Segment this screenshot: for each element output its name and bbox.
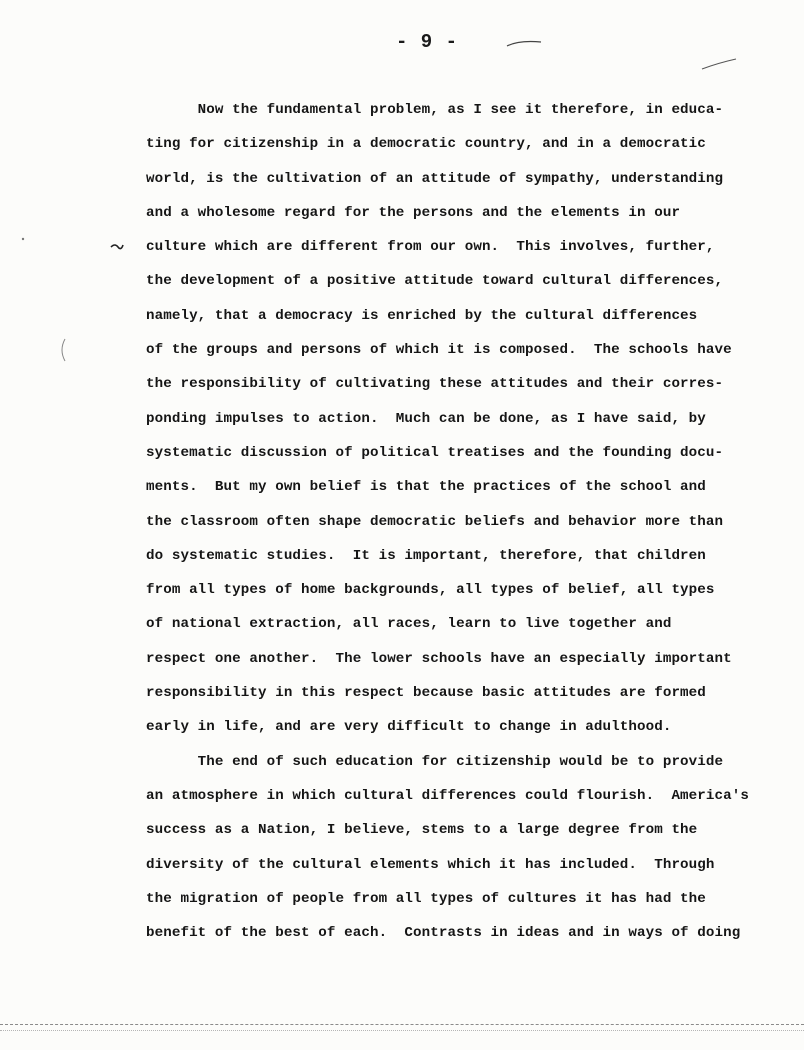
margin-tick-mark: [110, 240, 124, 252]
scan-edge-line: [0, 1024, 804, 1025]
text-line: the migration of people from all types of cultures it has had the: [146, 890, 706, 907]
text-line: early in life, and are very difficult to change in adulthood.: [146, 719, 672, 736]
margin-bracket-mark: [58, 338, 68, 362]
text-line: ments. But my own belief is that the practices of the school and: [146, 479, 706, 496]
scan-mark-top-right: [505, 36, 545, 50]
scan-mark-corner: [700, 55, 740, 73]
text-line: world, is the cultivation of an attitude of sympathy, understanding: [146, 170, 724, 187]
text-line: namely, that a democracy is enriched by the cultural differences: [146, 307, 698, 324]
text-line: ponding impulses to action. Much can be done, as I have said, by: [146, 410, 706, 427]
text-line: the responsibility of cultivating these attitudes and their corres-: [146, 376, 724, 393]
body-text: [146, 93, 749, 950]
text-line: of the groups and persons of which it is composed. The schools have: [146, 342, 732, 359]
paragraph-1: [146, 93, 732, 745]
text-line: from all types of home backgrounds, all types of belief, all types: [146, 582, 715, 599]
text-line: of national extraction, all races, learn to live together and: [146, 616, 672, 633]
text-line: an atmosphere in which cultural differences could flourish. America's: [146, 787, 749, 804]
paragraph-2: [146, 745, 749, 951]
text-line: benefit of the best of each. Contrasts in ideas and in ways of doing: [146, 925, 741, 942]
text-line: success as a Nation, I believe, stems to a large degree from the: [146, 822, 698, 839]
text-line: the development of a positive attitude toward cultural differences,: [146, 273, 724, 290]
text-line: The end of such education for citizenship would be to provide: [146, 753, 724, 770]
text-line: the classroom often shape democratic beliefs and behavior more than: [146, 513, 724, 530]
scan-edge-line-secondary: [0, 1030, 804, 1031]
text-line: systematic discussion of political treatises and the founding docu-: [146, 444, 724, 461]
text-line: responsibility in this respect because basic attitudes are formed: [146, 685, 706, 702]
margin-dot-mark: [20, 236, 28, 244]
text-line: diversity of the cultural elements which it has included. Through: [146, 856, 715, 873]
text-line: and a wholesome regard for the persons and the elements in our: [146, 204, 681, 221]
text-line: respect one another. The lower schools have an especially important: [146, 650, 732, 667]
text-line: ting for citizenship in a democratic country, and in a democratic: [146, 136, 706, 153]
text-line: Now the fundamental problem, as I see it therefore, in educa-: [146, 102, 724, 118]
text-line: do systematic studies. It is important, therefore, that children: [146, 547, 706, 564]
page-number: - 9 -: [396, 31, 459, 53]
text-line: culture which are different from our own. This involves, further,: [146, 239, 715, 256]
